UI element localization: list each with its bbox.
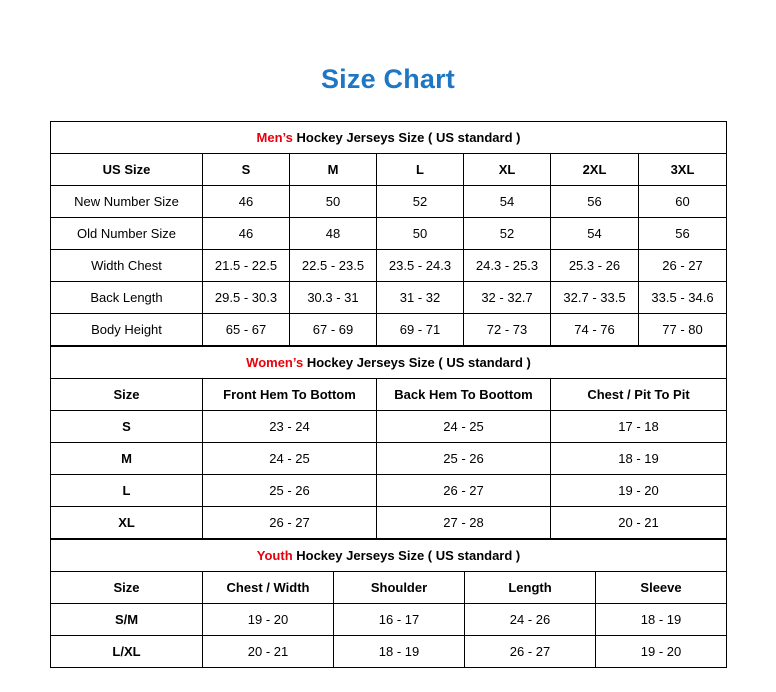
mens-r0-c0: New Number Size [51, 186, 203, 218]
table-row [51, 314, 727, 346]
youth-r0-c3: 24 - 26 [465, 604, 596, 636]
womens-r1-c2: 25 - 26 [377, 443, 551, 475]
youth-banner-accent: Youth [256, 548, 293, 563]
mens-r2-c6: 26 - 27 [639, 250, 727, 282]
womens-r2-c0: L [51, 475, 203, 507]
mens-col-3: L [377, 154, 464, 186]
mens-r1-c2: 48 [290, 218, 377, 250]
mens-col-5: 2XL [551, 154, 639, 186]
womens-r3-c0: XL [51, 507, 203, 539]
mens-r0-c4: 54 [464, 186, 551, 218]
youth-r1-c0: L/XL [51, 636, 203, 668]
mens-r2-c0: Width Chest [51, 250, 203, 282]
mens-r3-c4: 32 - 32.7 [464, 282, 551, 314]
mens-r3-c2: 30.3 - 31 [290, 282, 377, 314]
mens-r0-c6: 60 [639, 186, 727, 218]
mens-col-6: 3XL [639, 154, 727, 186]
mens-r4-c2: 67 - 69 [290, 314, 377, 346]
table-row [51, 475, 727, 507]
table-header-row [51, 379, 727, 411]
table-banner-row [51, 347, 727, 379]
youth-col-0: Size [51, 572, 203, 604]
page-title: Size Chart [320, 64, 456, 94]
mens-r4-c6: 77 - 80 [639, 314, 727, 346]
mens-r1-c6: 56 [639, 218, 727, 250]
mens-banner [51, 122, 727, 154]
womens-r2-c2: 26 - 27 [377, 475, 551, 507]
youth-r0-c2: 16 - 17 [334, 604, 465, 636]
mens-r3-c1: 29.5 - 30.3 [203, 282, 290, 314]
mens-r4-c4: 72 - 73 [464, 314, 551, 346]
mens-r2-c3: 23.5 - 24.3 [377, 250, 464, 282]
womens-r1-c1: 24 - 25 [203, 443, 377, 475]
table-row [51, 507, 727, 539]
mens-r1-c3: 50 [377, 218, 464, 250]
mens-r2-c5: 25.3 - 26 [551, 250, 639, 282]
table-row [51, 218, 727, 250]
mens-col-0: US Size [51, 154, 203, 186]
youth-r1-c2: 18 - 19 [334, 636, 465, 668]
mens-col-2: M [290, 154, 377, 186]
mens-r0-c2: 50 [290, 186, 377, 218]
mens-r0-c5: 56 [551, 186, 639, 218]
mens-r2-c2: 22.5 - 23.5 [290, 250, 377, 282]
youth-col-2: Shoulder [334, 572, 465, 604]
mens-r4-c1: 65 - 67 [203, 314, 290, 346]
youth-col-4: Sleeve [596, 572, 727, 604]
womens-banner-rest: Hockey Jerseys Size ( US standard ) [303, 355, 531, 370]
youth-size-table [50, 539, 727, 668]
youth-r0-c1: 19 - 20 [203, 604, 334, 636]
womens-r0-c2: 24 - 25 [377, 411, 551, 443]
youth-col-3: Length [465, 572, 596, 604]
table-row [51, 443, 727, 475]
table-row [51, 411, 727, 443]
youth-r1-c3: 26 - 27 [465, 636, 596, 668]
womens-r1-c0: M [51, 443, 203, 475]
womens-r0-c3: 17 - 18 [551, 411, 727, 443]
youth-col-1: Chest / Width [203, 572, 334, 604]
womens-r2-c3: 19 - 20 [551, 475, 727, 507]
table-row [51, 636, 727, 668]
womens-r2-c1: 25 - 26 [203, 475, 377, 507]
mens-r2-c4: 24.3 - 25.3 [464, 250, 551, 282]
size-chart-tables [50, 121, 726, 668]
table-header-row [51, 154, 727, 186]
table-banner-row [51, 122, 727, 154]
table-row [51, 282, 727, 314]
mens-r1-c5: 54 [551, 218, 639, 250]
mens-r3-c5: 32.7 - 33.5 [551, 282, 639, 314]
mens-r4-c0: Body Height [51, 314, 203, 346]
mens-banner-accent: Men’s [256, 130, 293, 145]
mens-r1-c0: Old Number Size [51, 218, 203, 250]
youth-banner [51, 540, 727, 572]
youth-banner-rest: Hockey Jerseys Size ( US standard ) [292, 548, 521, 563]
womens-r0-c1: 23 - 24 [203, 411, 377, 443]
mens-r0-c1: 46 [203, 186, 290, 218]
mens-r3-c6: 33.5 - 34.6 [639, 282, 727, 314]
mens-size-table [50, 121, 727, 346]
womens-r0-c0: S [51, 411, 203, 443]
womens-banner-accent: Women’s [246, 355, 304, 370]
table-row [51, 186, 727, 218]
youth-r1-c4: 19 - 20 [596, 636, 727, 668]
mens-r1-c1: 46 [203, 218, 290, 250]
mens-r2-c1: 21.5 - 22.5 [203, 250, 290, 282]
womens-r1-c3: 18 - 19 [551, 443, 727, 475]
mens-r0-c3: 52 [377, 186, 464, 218]
mens-r1-c4: 52 [464, 218, 551, 250]
womens-col-1: Front Hem To Bottom [203, 379, 377, 411]
womens-r3-c3: 20 - 21 [551, 507, 727, 539]
table-header-row [51, 572, 727, 604]
womens-r3-c2: 27 - 28 [377, 507, 551, 539]
mens-r3-c3: 31 - 32 [377, 282, 464, 314]
mens-r3-c0: Back Length [51, 282, 203, 314]
womens-banner [51, 347, 727, 379]
womens-r3-c1: 26 - 27 [203, 507, 377, 539]
table-row [51, 604, 727, 636]
youth-r0-c4: 18 - 19 [596, 604, 727, 636]
mens-r4-c3: 69 - 71 [377, 314, 464, 346]
womens-col-3: Chest / Pit To Pit [551, 379, 727, 411]
mens-banner-rest: Hockey Jerseys Size ( US standard ) [292, 130, 521, 145]
youth-r1-c1: 20 - 21 [203, 636, 334, 668]
mens-col-1: S [203, 154, 290, 186]
table-banner-row [51, 540, 727, 572]
mens-r4-c5: 74 - 76 [551, 314, 639, 346]
youth-r0-c0: S/M [51, 604, 203, 636]
womens-col-0: Size [51, 379, 203, 411]
mens-col-4: XL [464, 154, 551, 186]
table-row [51, 250, 727, 282]
womens-size-table [50, 346, 727, 539]
womens-col-2: Back Hem To Boottom [377, 379, 551, 411]
